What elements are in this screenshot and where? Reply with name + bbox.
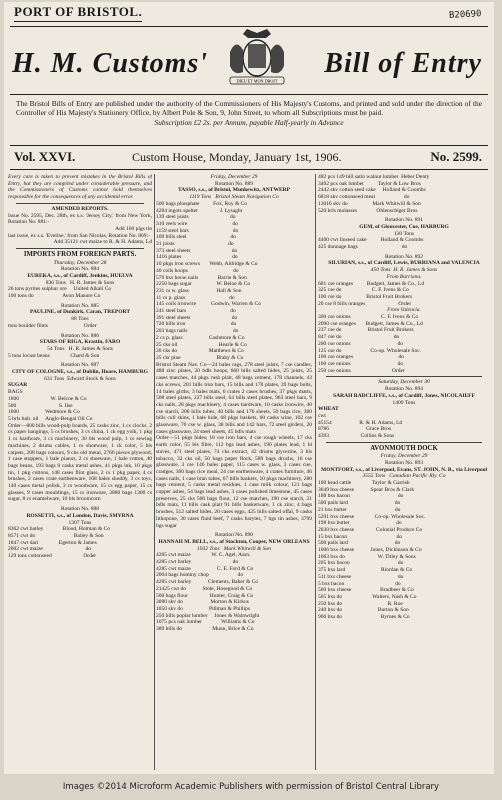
cargo-line: 906 bxs do Byrnes & Co: [318, 614, 410, 621]
cargo-line: 145 coils ironwire Godwin, Warren & Co: [156, 301, 262, 308]
rotation-number: Rotation No. 892: [384, 253, 424, 260]
cargo-line: 21425 cwt do Stote, Hosegood & Co: [156, 585, 253, 592]
cargo-line: 1847 cwt dari Egerton & James: [8, 539, 97, 546]
cargo-line: 1000 Wedmore & Co: [8, 409, 80, 416]
cargo-line: 1075 pcs oak lumber Williams & Co: [156, 619, 255, 626]
rotation-number: Rotation No. 888: [60, 506, 100, 513]
cargo-text: Bristol Steam Nav. Co—24 bales rags, 278 steel joists, 7 cse candles, 488 zinc plates, 20 bdls hoops, 660 bills salted hides, 25 joists, 25 cases matches, 44 pkgs rush plait, 48 bags cement, 178 channels, 43 cks screws, 201 bills iron bars, 15 bills and 178 plates, 39 bags bolts, 14 bales girths, 3 bales mats, 6 crates 2 cases brushes, 37 pkgs matts, 508 steel plates, 227 bills steel, 64 bills steel plates, 963 steel bars, 9 cks nails, 28 pkgs machinery, 4 cases hardware, 10 casks ironwire, 40 cse starch, 200 bills tubes, 40 bills and 176 sheets, 50 bags rice, 300 bills cull skins, 1 bale hide, 68 pkgs baskets, 60 casks wine, 102 cse glassware, 70 cse w. glass, 38 bills and 142 bars, 72 steel girders, 20 cases glassware, 24 steel sheets, 45 bdls mats: [156, 361, 312, 435]
section-title: AVONMOUTH DOCK: [370, 444, 438, 452]
volume: Vol. XXVI.: [14, 149, 76, 164]
day-heading: Friday, December 29: [380, 453, 428, 460]
cargo-line: 5 bxs bacon do: [318, 580, 401, 587]
rotation-number: Rotation No. 891: [384, 217, 424, 224]
vol-top-rule: [10, 145, 488, 146]
cargo-line: 250 bxs do R. Roe: [318, 600, 403, 607]
cargo-line: 1006 bxs cheese Jones, Dickinson & Co: [318, 547, 422, 554]
column-divider: [154, 174, 155, 770]
cargo-line: 4285 cwt maize W. C. Agel, Assn.: [156, 552, 251, 559]
cargo-line: 4400 cwt linseed cake Holland & Coombs: [318, 237, 424, 244]
cargo-line: 188 bxs bacon do: [318, 493, 404, 500]
vessel-name: GEM, of Gloucester, Coe, HARBURG: [359, 223, 449, 230]
cargo-line: 505 bxs do Walters, Nash & Co: [318, 593, 417, 600]
cargo-line: 8786 Grace Bros: [318, 426, 392, 433]
cargo-line: 4285 cwt barley do: [156, 559, 239, 566]
rotation-number: Rotation No. 889: [214, 180, 254, 187]
masthead: [8, 28, 490, 92]
cargo-line: 13016 skv do Mark Whitwill & Son: [318, 200, 421, 207]
amended-entry: last issue, ex s.s. 'Eveline,' from San Nicolas, Rotation No. 869:-: [8, 232, 150, 239]
cargo-line: 720 bills iron do: [156, 321, 237, 328]
cargo-line: cwt: [318, 412, 326, 419]
cargo-line: 11 cs p. glass do: [156, 294, 235, 301]
cargo-line: 2002 cwt maize do: [8, 546, 91, 553]
image-credit: Images ©2014 Microform Academic Publishers with permission of Bristol Central Library: [62, 782, 440, 792]
masthead-top-rule: [10, 26, 488, 27]
cargo-line: 391 steel sheets do: [156, 314, 238, 321]
cargo-line: 500 pails lard do: [318, 500, 401, 507]
cargo-line: 1850 skv do Pillman & Phillips: [156, 606, 250, 612]
cargo-line: 2250 bags sugar W. Beloe & Co: [156, 281, 251, 288]
vessel-tons: 3555 Tons Canadian Pacific Rly. Co: [362, 473, 446, 480]
cargo-line: 129 tons cottonseed Order: [8, 553, 97, 560]
column-divider: [315, 174, 316, 770]
issue-date: Custom House, Monday, January 1st, 1906.: [132, 150, 342, 164]
rotation-number: Rotation No. 884: [60, 266, 100, 273]
issue-number: No. 2599.: [430, 149, 482, 164]
subscription-text: Subscription £2 2s. per Annum, payable Half-yearly in Advance: [154, 117, 344, 127]
vessel-tons: 130 Tons: [393, 230, 415, 237]
cargo-line: 21 bxs butter do: [318, 506, 401, 513]
crest-motto: DIEU ET MON DROIT: [236, 78, 278, 84]
cargo-line: 250 cse onions Order: [318, 367, 405, 374]
vessel-tons: 88 Tons: [71, 316, 89, 323]
cargo-line: 8571 cwt do Bailey & Son: [8, 532, 104, 539]
cargo-text: Order—51 pkgs hides, 10 cse iron bars, 4 cse rough wheels, 17 cks earth color, 55 bls fibre, 112 bgs lead ashes, 190 plates lead, 1 bl staves, 471 steel plates, 74 cks extract, 42 drums glycerine, 3 bls tobacco, 32 cks oil, 50 bags paper flock, 589 bags drochs, 16 cse glassware, 3 cse 146 bales paper, 115 cases w. glass, 3 cases cue, cradges, 300 bags rice meal, 24 cse earthenware, 4 crates furniture, 46 cases nails, 1 case bran tubes, 67 bills baskets, 10 pkgs machinery, 280 bags cement, 5 casks metal residues, 1 case milk colour, 121 bags copper ashes, 54 bags lead ashes, 3 cases polished limestone, 45 cases preserves, 25 cks 500 bags flour, 12 cse matches, 190 cse starch, 21 bdls mats, 11 bills cask plait 91 bills basketware, 1 ck zinc, 4 bags brushes, 512 salted hides, 20 cases eggs, 425 bills salted offal, 9 casks lithopone, 30 cases fluid beef, 7 casks barytes, 7 bgs tin ashes, 3799 bgs sugar: [156, 435, 312, 529]
cargo-line: 2090 cse oranges Budgett, James & Co., Ld: [318, 320, 423, 327]
cargo-line: 1159 steel bars do: [156, 227, 239, 234]
cargo-line: 100 tons do Avon Manure Co: [8, 293, 101, 300]
cargo-line: 20 cks do Matthews & Co: [156, 348, 244, 355]
cargo-line: 425 dunnage bags do: [318, 244, 408, 251]
rossetti-lines: [8, 526, 152, 560]
cargo-line: 15 bxs bacon do: [318, 533, 403, 540]
vessel-name: TASSO, s.s., of Bristol, Munkewitz, ANTWERP: [178, 187, 290, 194]
column-2: [156, 174, 312, 772]
accession-number: B20690: [449, 9, 483, 21]
volume-row: [12, 148, 486, 168]
port-label: PORT OF BRISTOL.: [14, 4, 142, 22]
intro-paragraph: [16, 99, 482, 127]
cargo-line: 100 cse oranges do: [318, 354, 405, 361]
cargo-line: 310 reels wire do: [156, 220, 239, 227]
vessel-name: SILURIAN, s.s., of Cardiff, Lewis, BURRIANA and VALENCIA: [328, 260, 480, 267]
cargo-line: 300 cse onions C. F. Ivens & Co: [318, 314, 419, 321]
cargo-line: 26 tons pyrites sulphur ore United Alkali Co: [8, 286, 112, 293]
vessel-name: EUREKA, s.s., of Cardiff, Jenkins, HUELVA: [27, 272, 133, 279]
intro-text: The Bristol Bills of Entry are published under the authority of the Commissioners of His Majesty's Customs, and printed and sold under the direction of the Controller of His Majesty's Stationery Office, by Albert Pole & Son, 9, John Street, to whom all Subscriptions must be paid.: [16, 99, 482, 118]
vessel-name: HANNAH M. BELL, s.s., of Stockton, Cooper, NEW ORLEANS: [158, 538, 310, 545]
cargo-line: 3402 pcs oak lumber Taylor & Low Bros: [318, 180, 421, 187]
cargo-line: 2 cs p. glass Cashmore & Co: [156, 334, 245, 341]
cargo-heading: SUGAR: [8, 382, 28, 389]
notice-text: Every care is taken to prevent mistakes in the Bristol Bills of Entry, but they are compiled under considerable pressure, and the Commissioners of Customs cannot hold themselves responsible for the consequences of any accidental error.: [8, 174, 152, 201]
cargo-line: 100 cse do Bristol Fruit Brokers: [318, 293, 413, 300]
cargo-line: 10 pkgs iron screws Webb, Aldridge & Co: [156, 261, 258, 268]
cargo-line: 20 cse 8 bills oranges Order: [318, 300, 412, 307]
montfort-lines: [318, 480, 490, 621]
cargo-line: 4393 Collins & Sons: [318, 433, 395, 440]
cargo-line: 375 bxs lard Riordan & Co: [318, 567, 413, 574]
cargo-line: 4285 cwt maize C. E. Ford & Co: [156, 565, 254, 572]
cargo-line: 250 bills poplar lumber Jones & Wainwright: [156, 612, 260, 619]
cargo-line: 241 steel bars do: [156, 308, 236, 315]
cargo-line: 500 S. Ilse: [8, 402, 73, 409]
cargo-line: 3000 skv do Morton & Kirkus: [156, 599, 249, 606]
cargo-line: 198 bxs butter do: [318, 520, 402, 527]
origin-heading: From Valencia.: [387, 307, 421, 314]
cargo-line: 389 bills do Munn, Brice & Co: [156, 626, 254, 633]
valencia-lines: [318, 314, 490, 374]
masthead-title-right: Bill of Entry: [324, 48, 482, 79]
continued-lines: [318, 174, 490, 214]
cargo-line: 847 cse do do: [318, 334, 400, 341]
cargo-line: 240 bxs do Burton & Son: [318, 607, 409, 614]
vessel-name: PAULINE, of Dunkirk, Caran, TREPORT: [30, 309, 130, 316]
cargo-line: 1416 plates do: [156, 254, 238, 261]
cargo-line: 139 steel joists do: [156, 214, 236, 221]
cargo-line: 205 bxs bacon do: [318, 560, 404, 567]
vessel-tons: 1119 Tons Bristol Steam Navigation Co: [189, 194, 279, 201]
origin-heading: From Burriana.: [386, 273, 422, 280]
cargo-line: 325 cse do C. F. Ivens & Co: [318, 287, 409, 294]
cargo-line: tons boulder flints Order: [8, 322, 97, 329]
rotation-number: Rotation No. 894: [384, 386, 424, 393]
cargo-text: Order—800 bills wood-pulp boards, 25 casks zinc, 1 cs clocks, 2 cs paper hangings, 5 cs brushes, 3 cs china, 1 ck egg yolk, 1 pkg 1 cs hardware, 3 cs machinery, 30 bls wood pulp, 1 cs sewing machines, 2 drums cables, 1 cs shoeware, 1 ck color, 5 bls carpets, 208 bags colours, 9 cks old metal, 2760 pieces plywood, 1 case stoppers, 1 bale pianos, 2 cs shoeware, 1 bale cotton, 40 bags beans, 193 bags 8 casks metal ashes, 41 pkgs ink, 10 pkgs tin, 1 pkg cottons, 148 cases flint glass, 2 cs 1 pkg paper, 4 cs brushes, 2 cases crate earthenware, 168 bales shoddy, 3 cs toys, 140 cases metal polish, 3 cs woodware, 15 cs egg paper, 15 cs glasses, 9 cases mouldings, 15 cs ironware, 3880 bags 1300 cs sugar, 8 cs enamelware, 10 bls broomcorn: [8, 422, 152, 503]
cargo-line: 125 cse do Co-op. Wholesale Soc.: [318, 347, 422, 354]
vessel-name: SARAH RADCLIFFE, s.s., of Cardiff, Jones, NICOLAIEFF: [333, 392, 475, 399]
vessel-tons: 1307 Tons: [68, 519, 92, 526]
cargo-line: 231 cs w. glass Hall & Son: [156, 287, 242, 294]
vessel-tons: 631 Tons Edward Stock & Sons: [44, 375, 116, 382]
vessel-tons: 1409 Tons: [392, 399, 416, 406]
masthead-title-left: H. M. Customs': [12, 48, 209, 79]
vessel-tons: 1932 Tons Mark Whitwill & Son: [197, 545, 271, 552]
cargo-line: 500 pails lard do: [318, 540, 401, 547]
cargo-line: 500 bxs cheese Bradbeer & Co: [318, 587, 414, 594]
rotation-number: Rotation No. 886: [60, 332, 100, 339]
cargo-line: 8362 cwt barley Blood, Holman & Co: [8, 526, 111, 533]
masthead-bottom-rule: [10, 94, 488, 95]
cargo-line: 4284 ingots spelter J. Lysaght: [156, 207, 243, 214]
cargo-line: 40 coils hoops do: [156, 267, 239, 274]
rotation-number: Rotation No. 885: [60, 302, 100, 309]
cargo-line: 579 bxs horse nails Barrie & Son: [156, 274, 247, 281]
cargo-line: BAGS: [8, 389, 23, 396]
day-heading: Thursday, December 28: [53, 259, 107, 266]
cargo-line: 2004 bags hominy chop do: [156, 572, 244, 579]
cargo-line: 511 bxs cheese do: [318, 573, 404, 580]
cargo-line: 5 brls hub. oil Anglo-Bengal Oil Co: [8, 416, 93, 422]
column-3: [318, 174, 490, 772]
vol-bottom-rule: [10, 169, 488, 170]
imports-title: IMPORTS FROM FOREIGN PARTS.: [23, 251, 137, 259]
vessel-name: STARS OF RIGA, Krastin, FARO: [39, 339, 121, 346]
cargo-line: 2030 bxs cheese Colonial Produce Co: [318, 526, 423, 533]
gem-lines: [318, 237, 490, 250]
cargo-line: 5291 bxs cheese Co-op. Wholesale Soc.: [318, 513, 426, 520]
cargo-line: 373 steel sheets do: [156, 247, 238, 254]
cargo-line: 109 bills steel do: [156, 234, 237, 241]
royal-crest-icon: [226, 28, 288, 88]
cargo-heading: WHEAT: [318, 406, 339, 413]
tasso-lines: [156, 201, 312, 362]
cargo-line: 237 cse do Bristol Fruit Brokers: [318, 327, 414, 334]
bill-of-entry-page: [4, 2, 494, 774]
cargo-line: 5 tons locust beans Chard & Son: [8, 352, 100, 359]
vessel-tons: 54 Tons H. R. James & Sons: [47, 345, 113, 352]
amended-entry: Add 35121 cwt maize to R. & H. Adams, Ld: [53, 239, 152, 246]
amended-reports-title: AMENDED REPORTS.: [51, 205, 109, 212]
cargo-line: 1800 W. Belcoe & Co: [8, 395, 87, 402]
cargo-line: 100 cse onions do: [318, 360, 403, 367]
cargo-line: 520 brls molasses Ohlenschlger Bros: [318, 207, 418, 214]
hannah-lines: [156, 552, 312, 632]
sugar-lines: [8, 389, 152, 423]
amended-entry: Add 100 pigs tin: [115, 225, 152, 232]
day-heading: Saturday, December 30: [378, 379, 430, 386]
cargo-line: 200 cse onions do: [318, 340, 403, 347]
cargo-line: 500 bags phosphate Fox, Roy & Co: [156, 200, 248, 207]
cargo-line: 45154 R. & H. Adams, Ld: [318, 419, 403, 426]
vessel-tons: 450 Tons H. R. James & Sons: [370, 267, 438, 274]
cargo-line: 25 cks oil Hearle & Co: [156, 341, 247, 348]
cargo-line: 31 joists do: [156, 241, 234, 248]
cargo-line: 500 bags flour Hunter, Craig & Co: [156, 592, 254, 599]
cargo-line: 1063 bxs do W. Titley & Sons: [318, 553, 416, 560]
rotation-number: Rotation No. 890: [214, 532, 254, 539]
day-heading: Friday, December 29: [210, 174, 258, 180]
cargo-line: 4285 cwt barley Clements, Baker & Co: [156, 579, 259, 586]
rotation-number: Rotation No. 887: [60, 362, 100, 369]
cargo-line: 203 bags nails do: [156, 328, 239, 335]
cargo-line: 2442 skv cotton seed cake Holland & Coombs: [318, 187, 426, 194]
cargo-line: 482 pcs 149 bill satin walnut lumber Heber Denty: [318, 174, 430, 180]
vessel-name: ROSSETTI, s.s., of London, Davis, SMYRNA: [26, 512, 134, 519]
wheat-lines: [318, 413, 490, 440]
amended-entry: Issue No. 2595, Dec. 28th, ex s.s. 'Jersey City,' from New York, Rotation No. 881:-: [8, 212, 152, 226]
column-1: [8, 174, 152, 772]
vessel-name: MONTFORT, s.s., of Liverpool, Evans, ST. JOHN, N. B., via Liverpool: [321, 466, 487, 473]
cargo-line: 681 cse oranges Budgett, James & Co., Ld: [318, 280, 425, 287]
vessel-tons: 836 Tons H. R. James & Sons: [45, 279, 115, 286]
cargo-line: 25 ckr pine Braby & Co: [156, 354, 244, 361]
cargo-line: 3649 bxs cheese Spear Bros & Clark: [318, 486, 415, 493]
cargo-line: 6818 skv cottonseed meal do: [318, 194, 410, 201]
vessel-name: CITY OF COLOGNE, s.s., of Dublin, Hoare, HAMBURG: [12, 369, 148, 376]
burriana-lines: [318, 281, 490, 308]
rotation-number: Rotation No. 893: [384, 459, 424, 466]
cargo-line: 100 head cattle Taylor & Garrish: [318, 480, 410, 487]
